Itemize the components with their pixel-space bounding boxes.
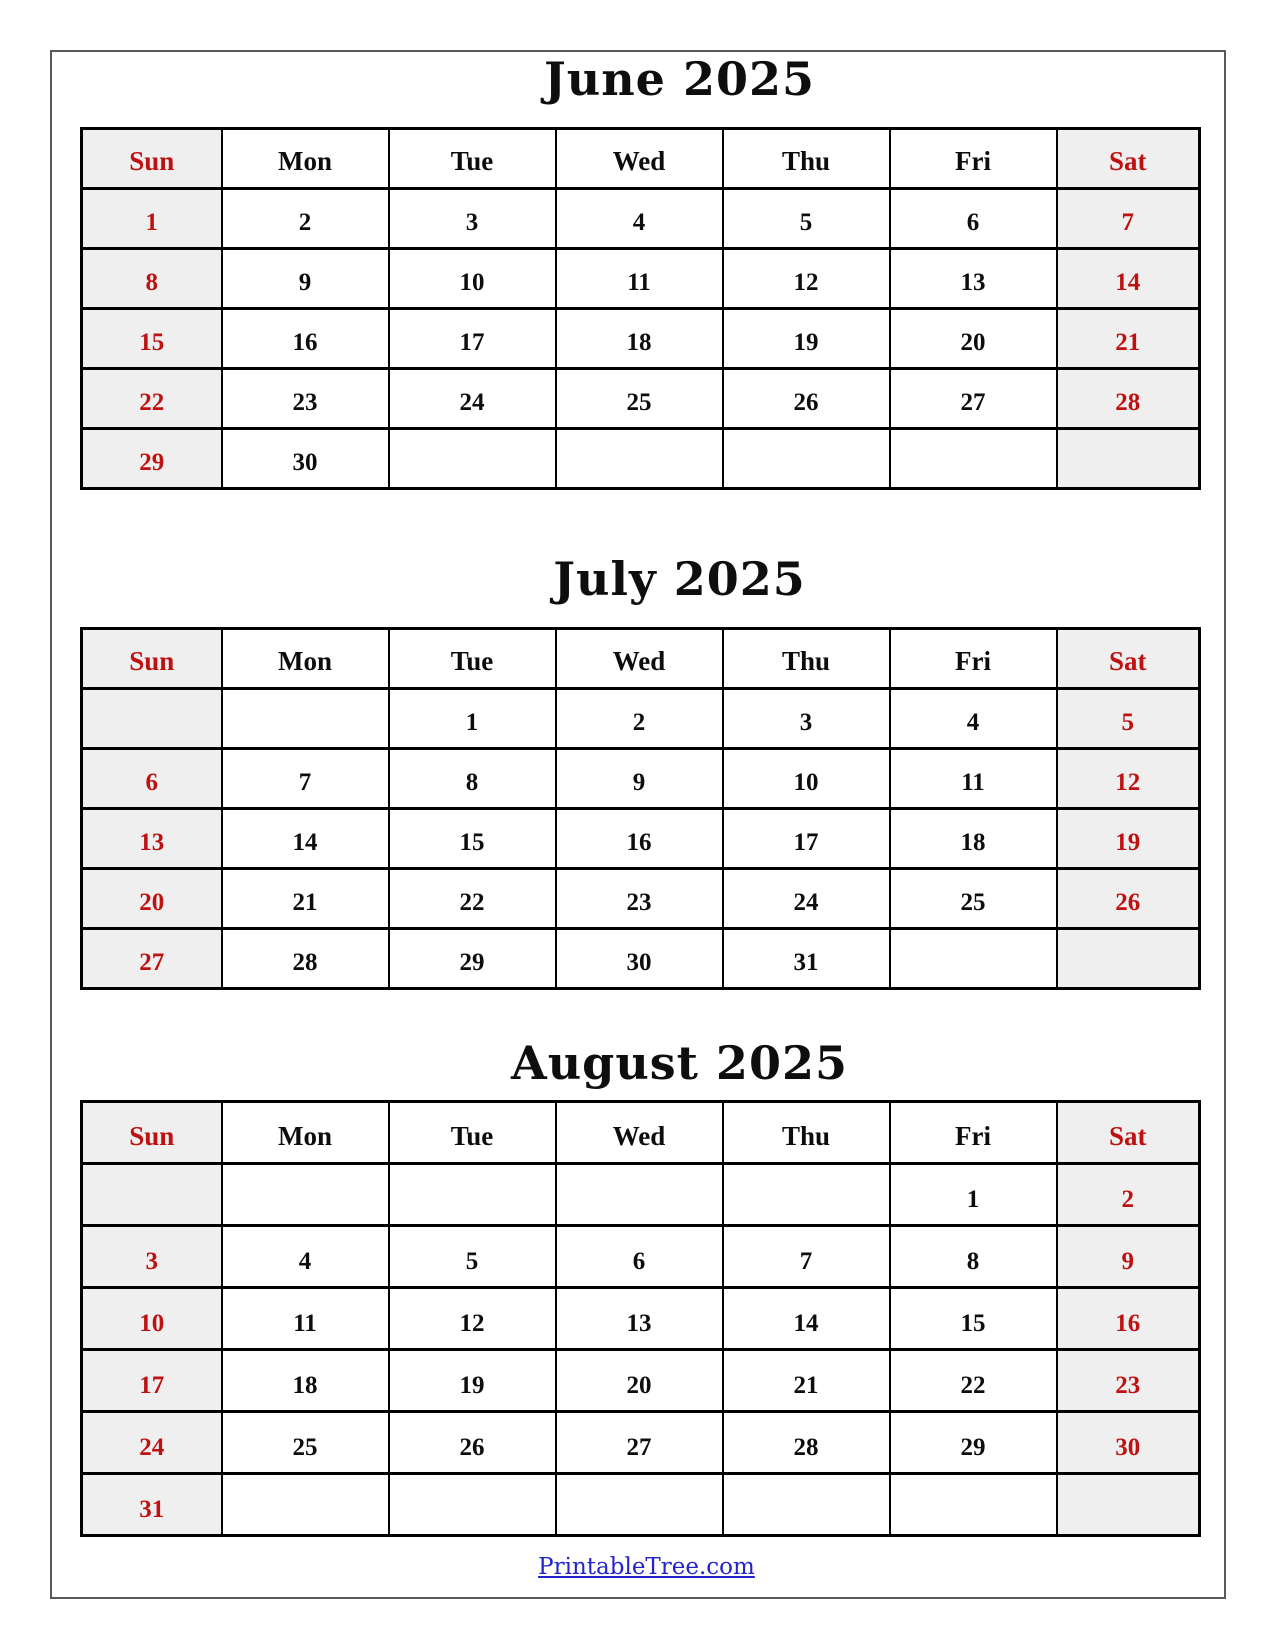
day-cell-empty <box>1057 1474 1200 1536</box>
weekday-header-fri: Fri <box>890 129 1057 189</box>
weekday-header-row <box>82 129 1200 189</box>
day-cell-august-2025-7: 7 <box>723 1226 890 1288</box>
day-cell-july-2025-30: 30 <box>556 929 723 989</box>
day-cell-june-2025-28: 28 <box>1057 369 1200 429</box>
day-cell-august-2025-3: 3 <box>82 1226 222 1288</box>
day-cell-august-2025-28: 28 <box>723 1412 890 1474</box>
footer <box>9 1554 1275 1580</box>
day-cell-empty <box>389 1474 556 1536</box>
day-cell-august-2025-25: 25 <box>222 1412 389 1474</box>
day-cell-june-2025-26: 26 <box>723 369 890 429</box>
day-cell-august-2025-29: 29 <box>890 1412 1057 1474</box>
day-cell-august-2025-11: 11 <box>222 1288 389 1350</box>
day-cell-august-2025-21: 21 <box>723 1350 890 1412</box>
day-cell-empty <box>1057 429 1200 489</box>
day-cell-empty <box>556 1474 723 1536</box>
day-cell-empty <box>222 1164 389 1226</box>
week-row <box>82 689 1200 749</box>
day-cell-july-2025-29: 29 <box>389 929 556 989</box>
day-cell-june-2025-17: 17 <box>389 309 556 369</box>
day-cell-june-2025-27: 27 <box>890 369 1057 429</box>
day-cell-july-2025-16: 16 <box>556 809 723 869</box>
day-cell-july-2025-15: 15 <box>389 809 556 869</box>
day-cell-july-2025-21: 21 <box>222 869 389 929</box>
month-title-august-2025: August 2025 <box>511 1036 848 1090</box>
day-cell-june-2025-9: 9 <box>222 249 389 309</box>
day-cell-empty <box>82 689 222 749</box>
day-cell-august-2025-6: 6 <box>556 1226 723 1288</box>
day-cell-june-2025-16: 16 <box>222 309 389 369</box>
weekday-header-tue: Tue <box>389 1102 556 1164</box>
day-cell-august-2025-8: 8 <box>890 1226 1057 1288</box>
day-cell-august-2025-1: 1 <box>890 1164 1057 1226</box>
weekday-header-mon: Mon <box>222 629 389 689</box>
day-cell-august-2025-10: 10 <box>82 1288 222 1350</box>
day-cell-june-2025-30: 30 <box>222 429 389 489</box>
day-cell-july-2025-22: 22 <box>389 869 556 929</box>
day-cell-june-2025-14: 14 <box>1057 249 1200 309</box>
day-cell-june-2025-11: 11 <box>556 249 723 309</box>
day-cell-june-2025-6: 6 <box>890 189 1057 249</box>
day-cell-empty <box>723 1474 890 1536</box>
weekday-header-row <box>82 629 1200 689</box>
day-cell-august-2025-22: 22 <box>890 1350 1057 1412</box>
month-title-july-2025: July 2025 <box>553 552 806 606</box>
week-row <box>82 809 1200 869</box>
day-cell-july-2025-25: 25 <box>890 869 1057 929</box>
day-cell-empty <box>389 1164 556 1226</box>
day-cell-july-2025-24: 24 <box>723 869 890 929</box>
week-row <box>82 1474 1200 1536</box>
day-cell-empty <box>890 929 1057 989</box>
day-cell-august-2025-17: 17 <box>82 1350 222 1412</box>
day-cell-july-2025-26: 26 <box>1057 869 1200 929</box>
day-cell-august-2025-27: 27 <box>556 1412 723 1474</box>
day-cell-august-2025-9: 9 <box>1057 1226 1200 1288</box>
day-cell-empty <box>82 1164 222 1226</box>
week-row <box>82 1164 1200 1226</box>
day-cell-june-2025-5: 5 <box>723 189 890 249</box>
week-row <box>82 249 1200 309</box>
calendar-table-june-2025 <box>80 127 1201 490</box>
day-cell-july-2025-23: 23 <box>556 869 723 929</box>
weekday-header-sun: Sun <box>82 1102 222 1164</box>
day-cell-empty <box>723 429 890 489</box>
day-cell-empty <box>222 1474 389 1536</box>
weekday-header-wed: Wed <box>556 629 723 689</box>
day-cell-july-2025-14: 14 <box>222 809 389 869</box>
day-cell-august-2025-4: 4 <box>222 1226 389 1288</box>
weekday-header-tue: Tue <box>389 129 556 189</box>
day-cell-june-2025-20: 20 <box>890 309 1057 369</box>
day-cell-empty <box>556 429 723 489</box>
day-cell-july-2025-19: 19 <box>1057 809 1200 869</box>
weekday-header-sun: Sun <box>82 629 222 689</box>
day-cell-july-2025-1: 1 <box>389 689 556 749</box>
day-cell-june-2025-15: 15 <box>82 309 222 369</box>
day-cell-empty <box>890 429 1057 489</box>
day-cell-august-2025-18: 18 <box>222 1350 389 1412</box>
day-cell-august-2025-2: 2 <box>1057 1164 1200 1226</box>
day-cell-empty <box>890 1474 1057 1536</box>
day-cell-empty <box>222 689 389 749</box>
day-cell-august-2025-5: 5 <box>389 1226 556 1288</box>
day-cell-june-2025-3: 3 <box>389 189 556 249</box>
day-cell-empty <box>723 1164 890 1226</box>
month-title-june-2025: June 2025 <box>544 52 815 106</box>
day-cell-july-2025-10: 10 <box>723 749 890 809</box>
day-cell-july-2025-12: 12 <box>1057 749 1200 809</box>
weekday-header-sat: Sat <box>1057 1102 1200 1164</box>
day-cell-june-2025-25: 25 <box>556 369 723 429</box>
week-row <box>82 749 1200 809</box>
day-cell-june-2025-2: 2 <box>222 189 389 249</box>
calendar-table-july-2025 <box>80 627 1201 990</box>
week-row <box>82 309 1200 369</box>
day-cell-june-2025-4: 4 <box>556 189 723 249</box>
day-cell-june-2025-13: 13 <box>890 249 1057 309</box>
week-row <box>82 1350 1200 1412</box>
day-cell-july-2025-17: 17 <box>723 809 890 869</box>
day-cell-july-2025-2: 2 <box>556 689 723 749</box>
weekday-header-mon: Mon <box>222 129 389 189</box>
day-cell-july-2025-3: 3 <box>723 689 890 749</box>
day-cell-august-2025-24: 24 <box>82 1412 222 1474</box>
day-cell-july-2025-9: 9 <box>556 749 723 809</box>
weekday-header-fri: Fri <box>890 629 1057 689</box>
week-row <box>82 1288 1200 1350</box>
weekday-header-sat: Sat <box>1057 129 1200 189</box>
day-cell-july-2025-8: 8 <box>389 749 556 809</box>
day-cell-august-2025-15: 15 <box>890 1288 1057 1350</box>
day-cell-july-2025-6: 6 <box>82 749 222 809</box>
day-cell-june-2025-8: 8 <box>82 249 222 309</box>
weekday-header-thu: Thu <box>723 629 890 689</box>
calendar-table-august-2025 <box>80 1100 1201 1537</box>
day-cell-june-2025-22: 22 <box>82 369 222 429</box>
day-cell-july-2025-13: 13 <box>82 809 222 869</box>
day-cell-august-2025-30: 30 <box>1057 1412 1200 1474</box>
day-cell-july-2025-28: 28 <box>222 929 389 989</box>
day-cell-august-2025-19: 19 <box>389 1350 556 1412</box>
day-cell-june-2025-12: 12 <box>723 249 890 309</box>
day-cell-august-2025-23: 23 <box>1057 1350 1200 1412</box>
weekday-header-mon: Mon <box>222 1102 389 1164</box>
day-cell-july-2025-31: 31 <box>723 929 890 989</box>
week-row <box>82 429 1200 489</box>
day-cell-july-2025-27: 27 <box>82 929 222 989</box>
day-cell-july-2025-5: 5 <box>1057 689 1200 749</box>
day-cell-july-2025-20: 20 <box>82 869 222 929</box>
day-cell-july-2025-4: 4 <box>890 689 1057 749</box>
day-cell-june-2025-24: 24 <box>389 369 556 429</box>
day-cell-june-2025-7: 7 <box>1057 189 1200 249</box>
weekday-header-tue: Tue <box>389 629 556 689</box>
day-cell-august-2025-13: 13 <box>556 1288 723 1350</box>
week-row <box>82 929 1200 989</box>
day-cell-empty <box>556 1164 723 1226</box>
day-cell-june-2025-23: 23 <box>222 369 389 429</box>
day-cell-june-2025-21: 21 <box>1057 309 1200 369</box>
weekday-header-fri: Fri <box>890 1102 1057 1164</box>
week-row <box>82 1226 1200 1288</box>
day-cell-june-2025-19: 19 <box>723 309 890 369</box>
day-cell-june-2025-18: 18 <box>556 309 723 369</box>
day-cell-august-2025-16: 16 <box>1057 1288 1200 1350</box>
weekday-header-sun: Sun <box>82 129 222 189</box>
day-cell-july-2025-7: 7 <box>222 749 389 809</box>
week-row <box>82 369 1200 429</box>
weekday-header-thu: Thu <box>723 1102 890 1164</box>
day-cell-august-2025-20: 20 <box>556 1350 723 1412</box>
day-cell-empty <box>1057 929 1200 989</box>
day-cell-june-2025-1: 1 <box>82 189 222 249</box>
weekday-header-row <box>82 1102 1200 1164</box>
day-cell-empty <box>389 429 556 489</box>
day-cell-june-2025-10: 10 <box>389 249 556 309</box>
day-cell-august-2025-12: 12 <box>389 1288 556 1350</box>
weekday-header-sat: Sat <box>1057 629 1200 689</box>
week-row <box>82 1412 1200 1474</box>
week-row <box>82 189 1200 249</box>
day-cell-august-2025-14: 14 <box>723 1288 890 1350</box>
weekday-header-wed: Wed <box>556 1102 723 1164</box>
footer-link[interactable]: PrintableTree.com <box>538 1554 755 1580</box>
day-cell-july-2025-18: 18 <box>890 809 1057 869</box>
weekday-header-wed: Wed <box>556 129 723 189</box>
day-cell-july-2025-11: 11 <box>890 749 1057 809</box>
day-cell-june-2025-29: 29 <box>82 429 222 489</box>
weekday-header-thu: Thu <box>723 129 890 189</box>
week-row <box>82 869 1200 929</box>
day-cell-august-2025-31: 31 <box>82 1474 222 1536</box>
day-cell-august-2025-26: 26 <box>389 1412 556 1474</box>
